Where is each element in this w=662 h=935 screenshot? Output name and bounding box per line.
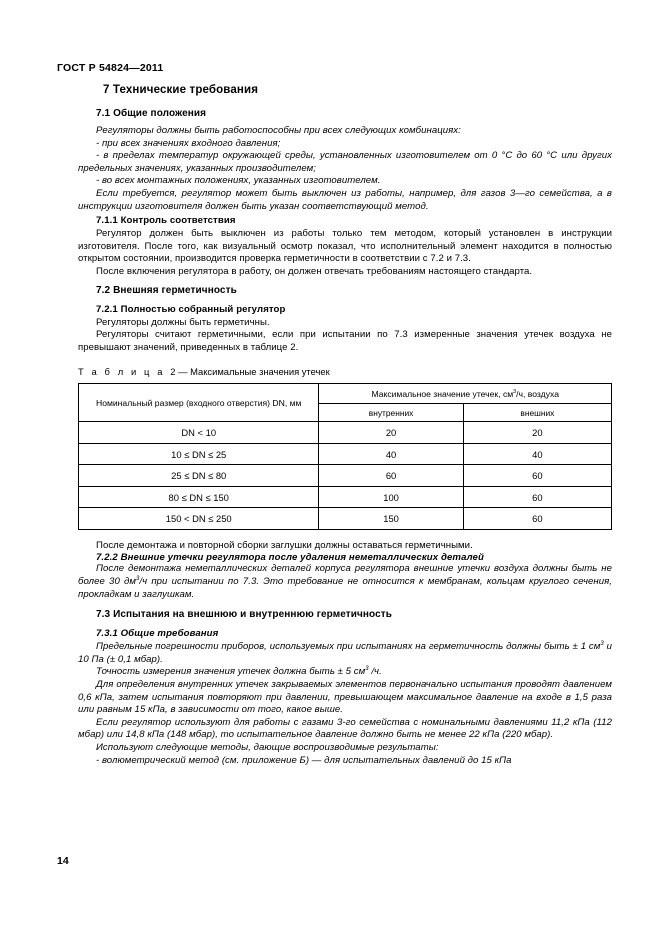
- clause-7-3-1-p2-superscript: 3: [365, 666, 369, 673]
- clause-7-3-1-para-5: Используют следующие методы, дающие воспроизводимые результаты:: [96, 741, 439, 753]
- table-2-max-leak-values: [78, 383, 612, 530]
- table-header-max-leak: [319, 384, 612, 404]
- clause-7-2-2-para: [78, 563, 612, 601]
- clause-7-1-para-if: Если требуется, регулятор может быть выключен из работы, например, для газов 3—го семейства, а в инструкции изготовителя должен быть указан соответствующий метод.: [78, 187, 612, 212]
- table-cell-dn: DN < 10: [79, 422, 319, 444]
- table-row: [79, 422, 612, 444]
- clause-7-3-1-para-4: Если регулятор используют для работы с газами 3-го семейства с номинальными давлениями 11,2 кПа (112 мбар) или 14,8 кПа (148 мбар), то испытательное давление должно быть не менее 22 кПа (220 мбар).: [78, 716, 612, 741]
- table-caption-title: Максимальные значения утечек: [190, 366, 330, 378]
- clause-7-3-1-p2-prefix: Точность измерения значения утечек должна быть ± 5 см: [96, 666, 366, 678]
- clause-7-3-1-p1-superscript: 3: [600, 641, 604, 647]
- table-caption-label: Т а б л и ц а: [78, 366, 166, 378]
- heading-clause-7-3-1: 7.3.1 Общие требования: [96, 628, 219, 640]
- table-head: [79, 384, 612, 422]
- table-cell-internal: 100: [319, 486, 463, 508]
- clause-7-2-2-superscript: 3: [136, 575, 140, 582]
- heading-clause-7-2-1: 7.2.1 Полностью собранный регулятор: [96, 303, 286, 315]
- table-caption-dash: —: [178, 366, 188, 378]
- table-row: [79, 465, 612, 487]
- clause-7-2-2-prefix: После демонтажа неметаллических деталей корпуса регулятора внешние утечки воздуха должны быть не более 30 дм: [78, 563, 612, 587]
- clause-7-3-1-para-2: [78, 666, 612, 679]
- table-row: [79, 508, 612, 530]
- table-cell-external: 20: [463, 422, 611, 444]
- table-header-max-prefix: Максимальное значение утечек, см: [371, 388, 514, 399]
- heading-clause-7: 7 Технические требования: [103, 84, 259, 96]
- clause-7-2-1-after-table: После демонтажа и повторной сборки заглушки должны оставаться герметичными.: [96, 539, 473, 551]
- table-header-internal: внутренних: [319, 404, 463, 422]
- heading-clause-7-1-1: 7.1.1 Контроль соответствия: [96, 215, 236, 227]
- clause-7-1-intro: Регуляторы должны быть работоспособны при всех следующих комбинациях:: [96, 125, 461, 136]
- page-number: 14: [57, 855, 69, 867]
- heading-clause-7-3: 7.3 Испытания на внешнюю и внутреннюю герметичность: [96, 609, 393, 621]
- clause-7-2-1-para-1: Регуляторы должны быть герметичны.: [96, 316, 270, 328]
- table-2-caption: [78, 366, 612, 377]
- table-row: [79, 486, 612, 508]
- clause-7-1-bullet-2: - в пределах температур окружающей среды, установленных изготовителем от 0 °С до 60 °С или других предельных значениях, указанных производителем;: [78, 150, 612, 174]
- clause-7-1-bullet-3: - во всех монтажных положениях, указанных изготовителем.: [96, 175, 381, 187]
- table-cell-dn: 25 ≤ DN ≤ 80: [79, 465, 319, 487]
- clause-7-3-1-p1-prefix: Предельные погрешности приборов, используемых при испытаниях на герметичность должны быть ± 1 см: [96, 641, 601, 653]
- running-head: ГОСТ Р 54824—2011: [57, 62, 164, 74]
- clause-7-1-bullet-1: - при всех значениях входного давления;: [96, 137, 281, 149]
- table-cell-dn: 10 ≤ DN ≤ 25: [79, 443, 319, 465]
- table-header-dn: Номинальный размер (входного отверстия) DN, мм: [79, 384, 319, 422]
- heading-clause-7-2: 7.2 Внешняя герметичность: [96, 284, 237, 296]
- clause-7-2-2-suffix: /ч при испытании по 7.3. Это требование не относится к мембранам, кольцам круглого сечения, прокладкам и заглушкам.: [78, 576, 612, 600]
- clause-7-3-1-para-3: Для определения внутренних утечек закрываемых элементов первоначально испытания проводят давлением 0,6 кПа, затем испытания повторяют при давлении, превышающем максимальное давление на входе в 1,5 раза или равным 15 кПа, в зависимости от того, какое выше.: [78, 678, 612, 716]
- table-row: [79, 443, 612, 465]
- table-cell-external: 60: [463, 465, 611, 487]
- table-cell-dn: 150 < DN ≤ 250: [79, 508, 319, 530]
- clause-7-3-1-p2-suffix: /ч.: [368, 666, 382, 678]
- table-cell-dn: 80 ≤ DN ≤ 150: [79, 486, 319, 508]
- clause-7-1-1-para-1: Регулятор должен быть выключен из работы только тем методом, который установлен в инструкции изготовителя. После того, как визуальный осмотр показал, что исполнительный элемент находится в полностью открытом состоянии, производится проверка герметичности в соответствии с 7.2 и 7.3.: [78, 228, 612, 265]
- clause-7-3-1-p1-suffix: и 10 Па (± 0,1 мбар).: [78, 641, 612, 665]
- table-cell-internal: 150: [319, 508, 463, 530]
- table-header-external: внешних: [463, 404, 611, 422]
- clause-7-3-1-para-1: [78, 641, 612, 666]
- heading-clause-7-2-2: 7.2.2 Внешние утечки регулятора после удаления неметаллических деталей: [96, 552, 484, 564]
- table-cell-external: 60: [463, 486, 611, 508]
- clause-7-3-1-bullet-1: - волюметрический метод (см. приложение Б) — для испытательных давлений до 15 кПа: [96, 754, 512, 766]
- table-cell-internal: 40: [319, 443, 463, 465]
- clause-7-1-1-para-2: После включения регулятора в работу, он должен отвечать требованиям настоящего стандарта.: [96, 265, 533, 277]
- heading-clause-7-1: 7.1 Общие положения: [96, 108, 207, 119]
- clause-7-2-1-para-2: Регуляторы считают герметичными, если при испытании по 7.3 измеренные значения утечек воздуха не превышают значений, приведенных в таблице 2.: [78, 329, 612, 353]
- table-cell-external: 60: [463, 508, 611, 530]
- table-body: [79, 422, 612, 530]
- table-header-max-superscript: 3: [513, 388, 517, 395]
- table-cell-internal: 20: [319, 422, 463, 444]
- table-cell-external: 40: [463, 443, 611, 465]
- table-cell-internal: 60: [319, 465, 463, 487]
- table-header-max-suffix: /ч, воздуха: [516, 388, 559, 399]
- page-content: [78, 84, 612, 767]
- table-header-row-1: [79, 384, 612, 404]
- table-caption-number: 2: [170, 366, 176, 378]
